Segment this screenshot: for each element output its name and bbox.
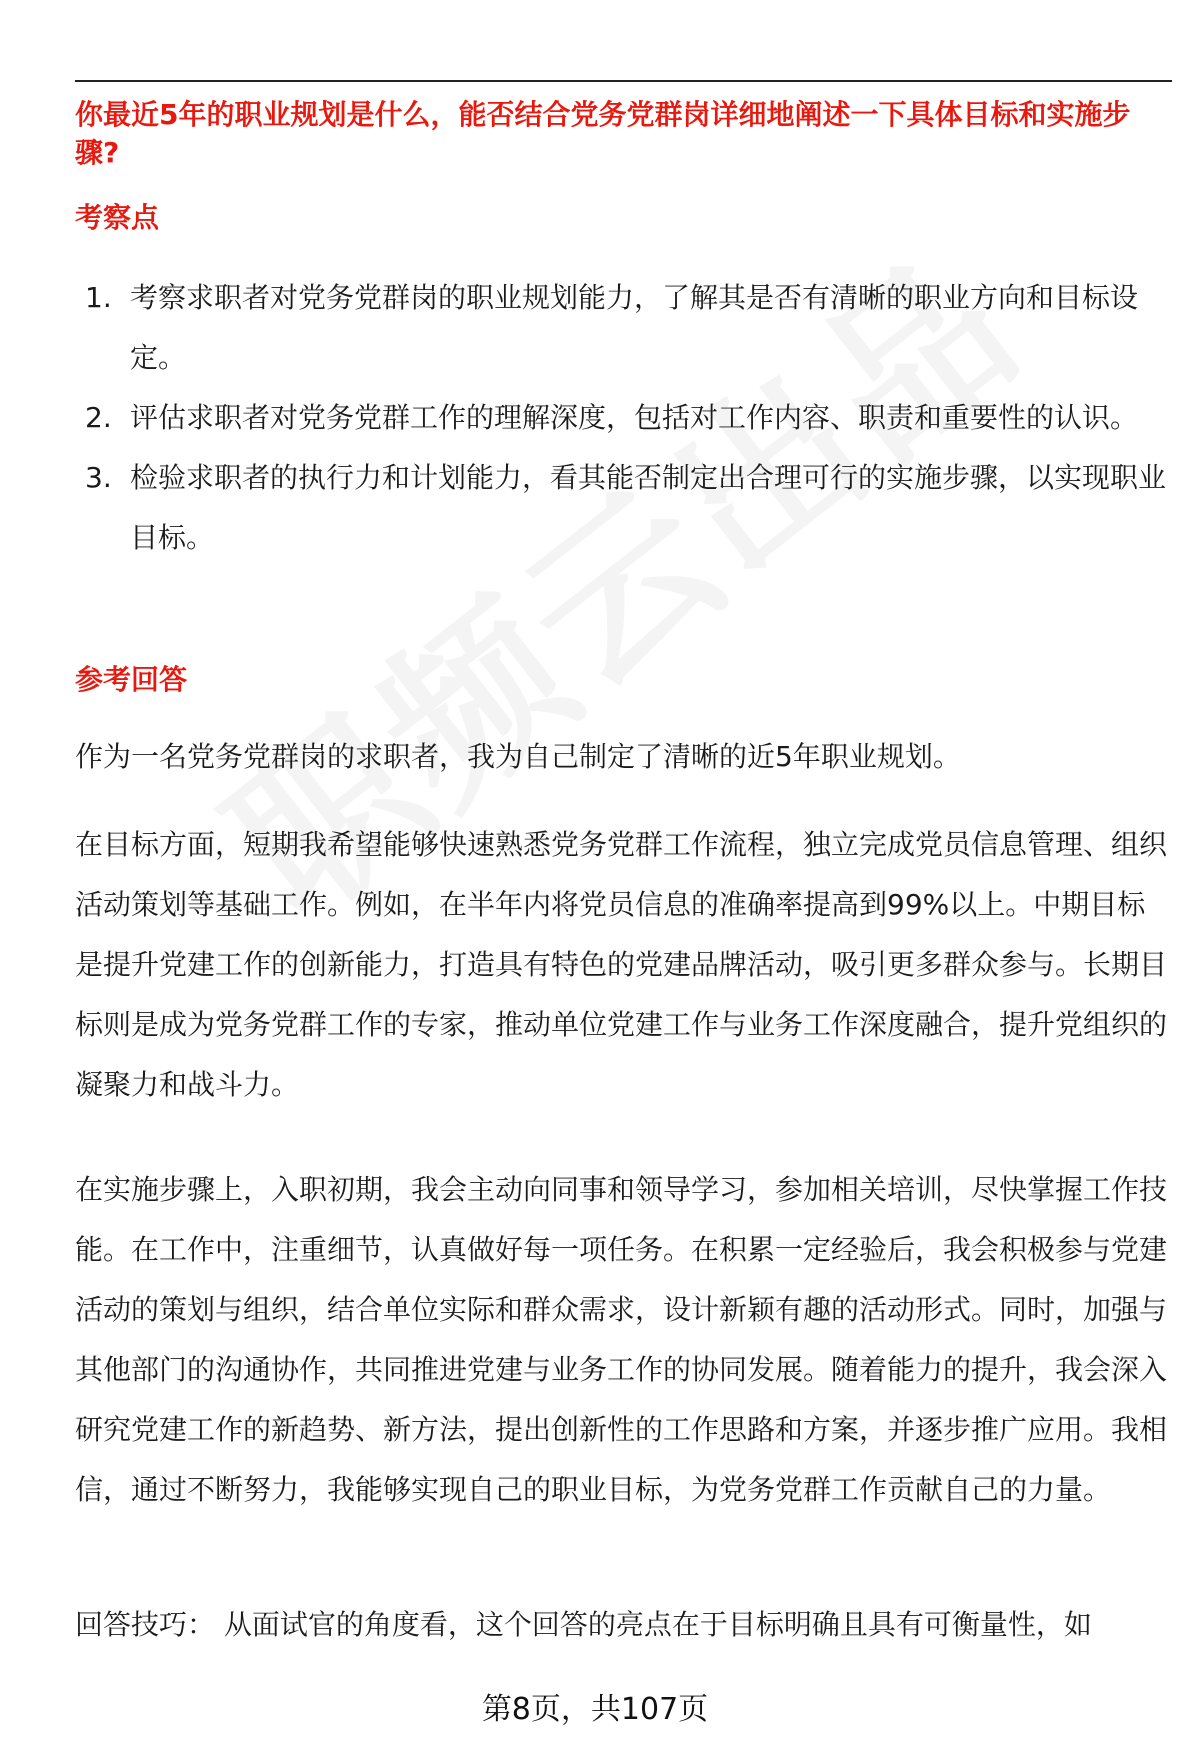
list-text: 评估求职者对党务党群工作的理解深度，包括对工作内容、职责和重要性的认识。 [130,401,1139,434]
list-item [85,448,1172,568]
list-item [85,388,1172,448]
section-heading-answer: 参考回答 [75,663,188,696]
list-text: 检验求职者的执行力和计划能力，看其能否制定出合理可行的实施步骤，以实现职业目标。 [130,461,1167,554]
list-number: 1. [85,281,112,314]
list-number: 2. [85,401,112,434]
list-text: 考察求职者对党务党群岗的职业规划能力，了解其是否有清晰的职业方向和目标设定。 [130,281,1139,374]
list-number: 3. [85,461,112,494]
list-item [85,268,1172,388]
page-number: 第8页，共107页 [481,1692,709,1727]
section-heading-points: 考察点 [75,201,160,234]
answer-paragraph: 在目标方面，短期我希望能够快速熟悉党务党群工作流程，独立完成党员信息管理、组织活动策划等基础工作。例如，在半年内将党员信息的准确率提高到99%以上。中期目标是提升党建工作的创新能力，打造具有特色的党建品牌活动，吸引更多群众参与。长期目标则是成为党务党群工作的专家，推动单位党建工作与业务工作深度融合，提升党组织的凝聚力和战斗力。 [75,828,1168,1101]
header-rule [75,80,1172,82]
points-list [85,268,1172,568]
question-title: 你最近5年的职业规划是什么，能否结合党务党群岗详细地阐述一下具体目标和实施步骤? [75,98,1131,169]
answer-paragraph: 作为一名党务党群岗的求职者，我为自己制定了清晰的近5年职业规划。 [75,740,961,773]
answer-paragraph: 在实施步骤上，入职初期，我会主动向同事和领导学习，参加相关培训，尽快掌握工作技能。在工作中，注重细节，认真做好每一项任务。在积累一定经验后，我会积极参与党建活动的策划与组织，结合单位实际和群众需求，设计新颖有趣的活动形式。同时，加强与其他部门的沟通协作，共同推进党建与业务工作的协同发展。随着能力的提升，我会深入研究党建工作的新趋势、新方法，提出创新性的工作思路和方案，并逐步推广应用。我相信，通过不断努力，我能够实现自己的职业目标，为党务党群工作贡献自己的力量。 [75,1173,1168,1506]
answer-tips: 回答技巧： 从面试官的角度看，这个回答的亮点在于目标明确且具有可衡量性，如 [75,1608,1092,1641]
